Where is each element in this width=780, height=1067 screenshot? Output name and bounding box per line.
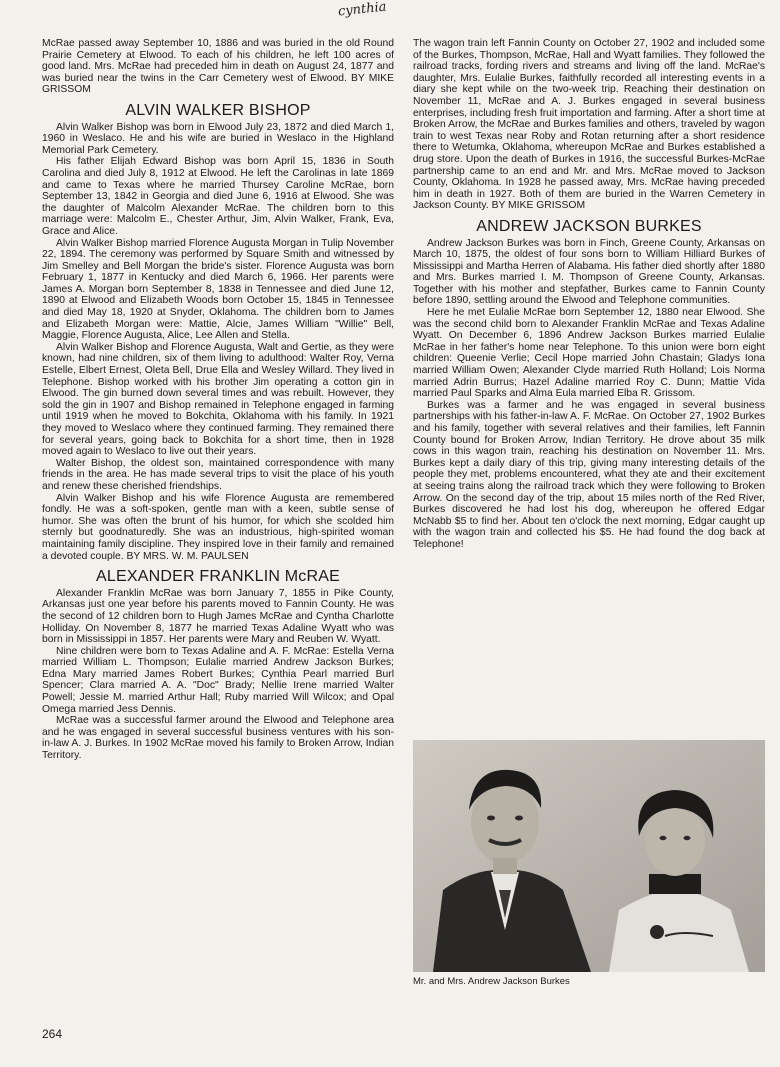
bishop-paragraph: Alvin Walker Bishop was born in Elwood July 23, 1872 and died March 1, 1960 in Weslaco. He and his wife are buried in Weslaco in the Highland Memorial Park Cemetery. (42, 121, 394, 156)
bishop-paragraph: Alvin Walker Bishop and Florence Augusta, Walt and Gertie, as they were known, had nine children, six of them living to adulthood: Walter Roy, Verna Estelle, Elbert Ernest, Oleta Bell, Drue Ella and Wesley Willard. They lived in Telephone. Bishop worked with his brother Jim operating a cotton gin in Elwood. The gin burned down several times and was rebuilt. However, they sold the gin in 1907 and Bishop remained in Telephone engaged in farming until 1919 when he moved to Bokchita, Oklahoma with his family. In 1921 they moved to Weslaco where they continued farming. They remained there for several years, going back to Bokchita for a short time, then in 1928 moved again to Weslaco to live out their years. (42, 341, 394, 458)
mcrae-paragraph: Nine children were born to Texas Adaline and A. F. McRae: Estella Verna married William L. Thompson; Eulalie married Andrew Jackson Burkes; Edna Mary married James Robert Burkes; Cynthia Pearl married Burl Spencer; Clara married A. A. "Doc" Brady; Nellie Irene married Walter Powell; Jessie M. married Arthur Hall; Ruby married Will Wilcox; and Opal Omega married Jess Dennis. (42, 645, 394, 715)
bishop-paragraph: Alvin Walker Bishop married Florence Augusta Morgan in Tulip November 22, 1894. The ceremony was performed by Square Smith and witnessed by Jim Smelley and Bell Morgan the bride's sister. Florence Augusta was born February 1, 1877 in Kentucky and died March 6, 1966. Her parents were James A. Morgan born September 8, 1838 in Tennessee and died June 12, 1890 at Elwood and Elizabeth Woods born October 15, 1845 in Tennessee and died May 18, 1920 at Snyder, Oklahoma. The children born to James and Elizabeth Morgan were: Mattie, Alcie, James William "Willie" Bell, Maggie, Florence Augusta, Alice, Lee Allen and Stella. (42, 237, 394, 342)
page-number: 264 (42, 1027, 63, 1041)
mcrae-paragraph: McRae was a successful farmer around the Elwood and Telephone area and he was engaged in several successful business ventures with his son-in-law A. J. Burkes. In 1902 McRae moved his family to Broken Arrow, Indian Territory. (42, 715, 394, 762)
mcrae-intro-continuation: McRae passed away September 10, 1886 and was buried in the old Round Prairie Cemetery at Elwood. To each of his children, he left 100 acres of good land. Mrs. McRae had preceded him in death on August 24, 1877 and was buried near the twins in the Carr Cemetery west of Elwood. BY MIKE GRISSOM (42, 38, 394, 96)
mcrae-paragraph: Alexander Franklin McRae was born January 7, 1855 in Pike County, Arkansas just one year before his parents moved to Fannin County. He was the second of 12 children born to Hugh James McRae and Cyntha Charlotte Holliday. On November 8, 1877 he married Texas Adaline Wyatt who was born in Mississippi in 1857. Her parents were Mary and Reuben W. Wyatt. (42, 587, 394, 646)
bishop-paragraph: His father Elijah Edward Bishop was born April 15, 1836 in South Carolina and died July 8, 1912 at Elwood. He left the Carolinas in late 1869 and came to Texas where he married Thursey Caroline McRae, born September 13, 1842 in Georgia and died June 6, 1916 at Elwood. She was the daughter of Malcolm Alexander McRae. The children born to this marriage were: Malcolm E., Chester Arthur, Jim, Alvin Walker, Frank, Eva, Grace and Alice. (42, 156, 394, 237)
portrait-illustration (413, 740, 765, 972)
burkes-paragraph: Here he met Eulalie McRae born September 12, 1880 near Elwood. She was the second child born to Alexander Franklin McRae and Texas Adaline Wyatt. On December 6, 1896 Andrew Jackson Burkes married Eulalie McRae in her father's home near Telephone. To this union were born eight children: Queenie Verlie; Cecil Hope married John Chastain; Gladys Iona married William Owen; Alexander Clyde married Ruth Holland; Lois Norma married Adrin Burrus; Hazel Adaline married Roy C. Dunn; Mattie Vida married Paul Sparks and Alma Eula married Elba R. Grissom. (413, 307, 765, 400)
bishop-paragraph: Alvin Walker Bishop and his wife Florence Augusta are remembered fondly. He was a soft-spoken, gentle man with a keen, subtle sense of humor. She was often the brunt of his humor, for which she scolded him sternly but goodnaturedly. She was an industrious, high-spirited woman maintaining family discipline. They inspired love in their family and remained a devoted couple. BY MRS. W. M. PAULSEN (42, 492, 394, 562)
right-column (413, 38, 765, 551)
photo-caption: Mr. and Mrs. Andrew Jackson Burkes (413, 976, 570, 987)
burkes-portrait-photo (413, 740, 765, 972)
left-column (42, 38, 394, 762)
burkes-paragraph: Andrew Jackson Burkes was born in Finch, Greene County, Arkansas on March 10, 1875, the oldest of four sons born to William Hilliard Burkes of Mississippi and Martha Herren of Alabama. His father died shortly after 1880 and Mrs. Burkes married I. M. Thompson of Greene County, Arkansas. Together with his mother and stepfather, Burkes came to Fannin County before 1890, settling around the Elwood and Telephone communities. (413, 237, 765, 307)
burkes-paragraph: Burkes was a farmer and he was engaged in several business partnerships with his father-in-law A. F. McRae. On October 27, 1902 Burkes and his family, together with several relatives and their families, left Fannin County bound for Broken Arrow, Indian Territory. He drove about 35 milk cows in this wagon train, reaching his destination on November 11. Mrs. Burkes kept a daily diary of this trip, giving many interesting details of the people they met, problems encountered, what they ate and their excitement at seeing trains along the railroad track which they were following to Broken Arrow. On the second day of the trip, about 15 miles north of the Red River, Burkes discovered he had lost his dog, whereupon he offered Edgar McNabb $5 to find her. About ten o'clock the next morning, Edgar caught up with the wagon train and collected his $5. He had found the dog back at Telephone! (413, 399, 765, 550)
bishop-heading: ALVIN WALKER BISHOP (125, 101, 311, 119)
bishop-paragraph: Walter Bishop, the oldest son, maintained correspondence with many friends in the area. He has made several trips to visit the place of his youth and renew these cherished friendships. (42, 457, 394, 492)
mcrae-heading: ALEXANDER FRANKLIN McRAE (96, 568, 340, 586)
handwritten-annotation: cynthia (337, 0, 388, 20)
burkes-heading: ANDREW JACKSON BURKES (476, 217, 702, 235)
mcrae-continuation: The wagon train left Fannin County on October 27, 1902 and included some of the Burkes, Thompson, McRae, Hall and Wyatt families. They followed the railroad tracks, fording rivers and streams and living off the land. McRae's daughter, Mrs. Eulalie Burkes, faithfully recorded all interesting events in a diary she kept while on the two-week trip. Reaching their destination on November 11, McRae and A. J. Burkes engaged in several business enterprises, including fresh fruit importation and farming. After a short time at Broken Arrow, the McRae and Burkes families and others, traveled by wagon train to west Texas near Roby and Rotan returning after a short residence there to Wetumka, Oklahoma, whereupon McRae and Burkes established a drug store. Upon the death of Burkes in 1916, the successful Burkes-McRae partnership came to an end and Mr. and Mrs. McRae moved to Jackson County, Oklahoma. In 1928 he passed away, Mrs. McRae having preceded him in death in 1927. Both of them are buried in the Warren Cemetery in Jackson County. BY MIKE GRISSOM (413, 38, 765, 212)
